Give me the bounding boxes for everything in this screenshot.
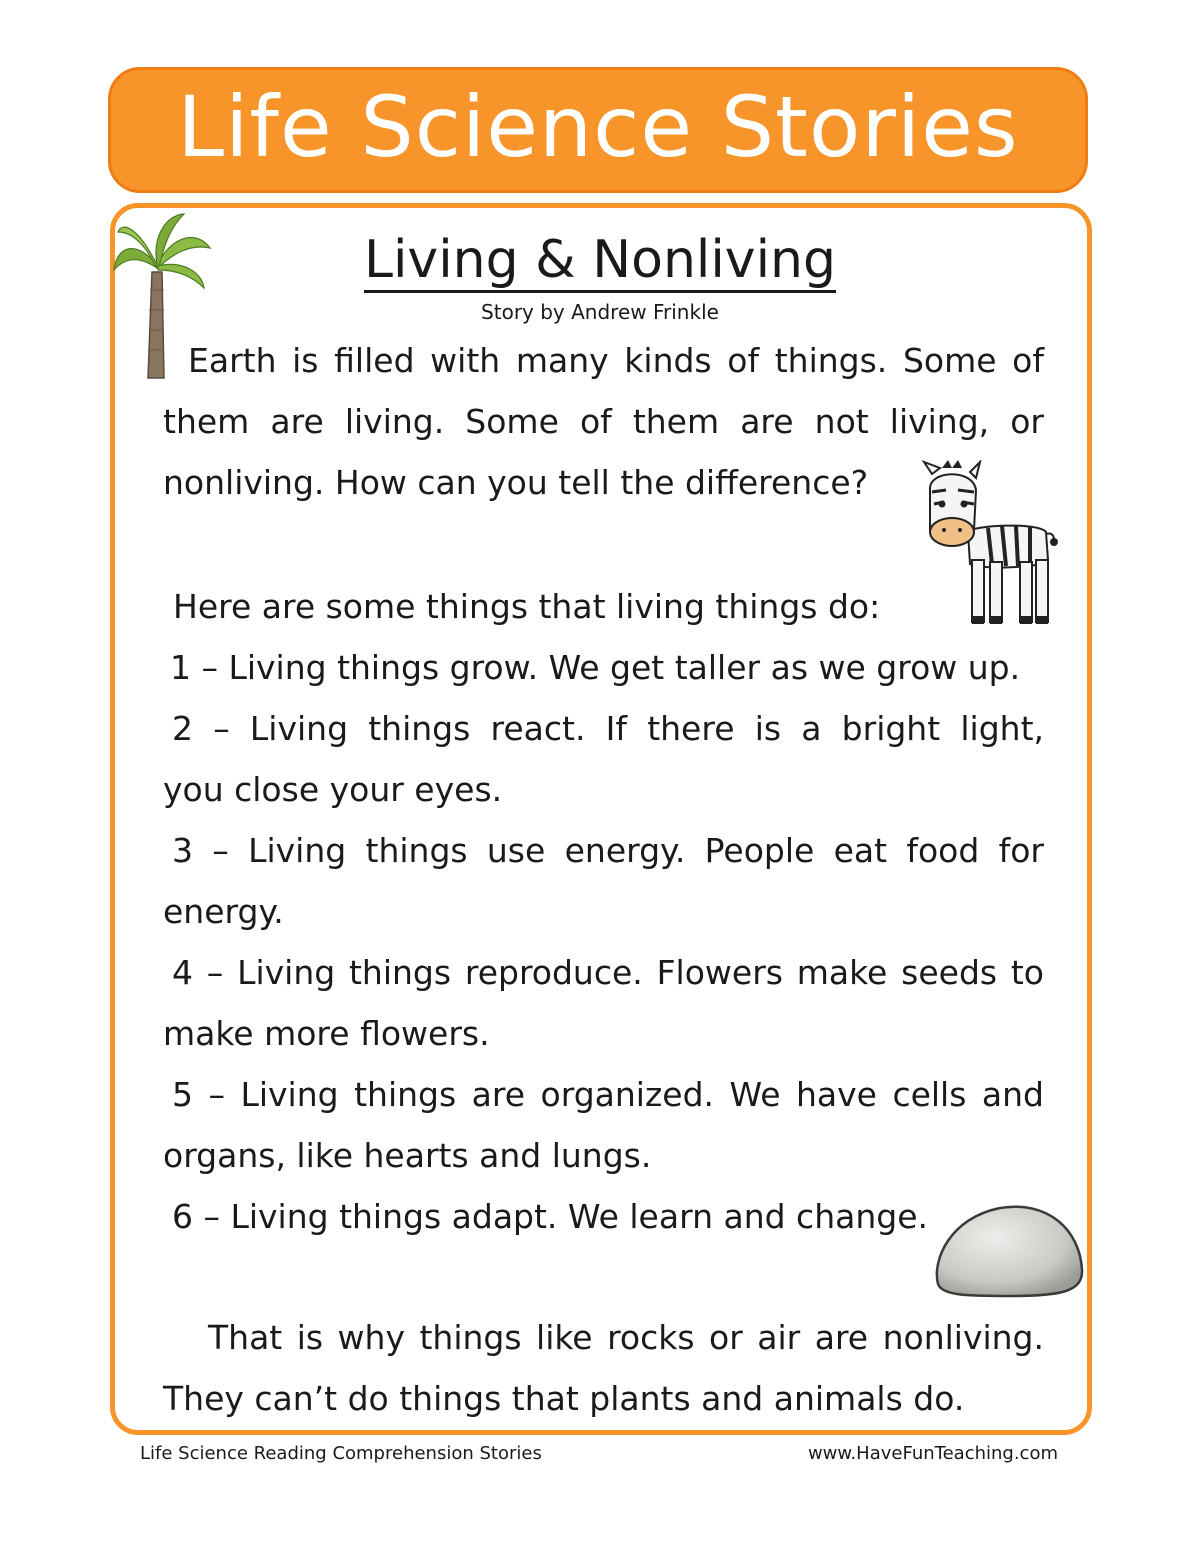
list-item-4-cont: make more flowers. bbox=[163, 1014, 490, 1053]
list-item-3: 3 – Living things use energy. People eat food for bbox=[172, 831, 1044, 870]
list-item-5-cont: organs, like hearts and lungs. bbox=[163, 1136, 652, 1175]
intro-line: nonliving. How can you tell the difference? bbox=[163, 463, 869, 502]
intro-line: Earth is filled with many kinds of things. Some of bbox=[188, 341, 1044, 380]
list-item-5: 5 – Living things are organized. We have cells and bbox=[172, 1075, 1044, 1114]
list-item-3-cont: energy. bbox=[163, 892, 284, 931]
rock-icon bbox=[930, 1200, 1086, 1300]
list-item-1: 1 – Living things grow. We get taller as we grow up. bbox=[170, 648, 1021, 687]
footer-left: Life Science Reading Comprehension Stories bbox=[140, 1443, 542, 1464]
list-item-6: 6 – Living things adapt. We learn and change. bbox=[172, 1197, 928, 1236]
list-item-2: 2 – Living things react. If there is a bright light, bbox=[172, 709, 1044, 748]
intro-line: them are living. Some of them are not living, or bbox=[163, 402, 1044, 441]
list-item-4: 4 – Living things reproduce. Flowers make seeds to bbox=[172, 953, 1044, 992]
story-byline: Story by Andrew Frinkle bbox=[481, 300, 719, 324]
header-banner bbox=[108, 67, 1088, 193]
banner-title: Life Science Stories bbox=[177, 78, 1019, 176]
conclusion-line: They can’t do things that plants and animals do. bbox=[163, 1379, 965, 1418]
story-title: Living & Nonliving bbox=[0, 228, 1200, 292]
zebra-icon bbox=[918, 460, 1058, 632]
list-item-2-cont: you close your eyes. bbox=[163, 770, 503, 809]
footer-right: www.HaveFunTeaching.com bbox=[807, 1443, 1058, 1464]
conclusion-line: That is why things like rocks or air are nonliving. bbox=[208, 1318, 1044, 1357]
list-heading: Here are some things that living things do: bbox=[173, 587, 881, 626]
